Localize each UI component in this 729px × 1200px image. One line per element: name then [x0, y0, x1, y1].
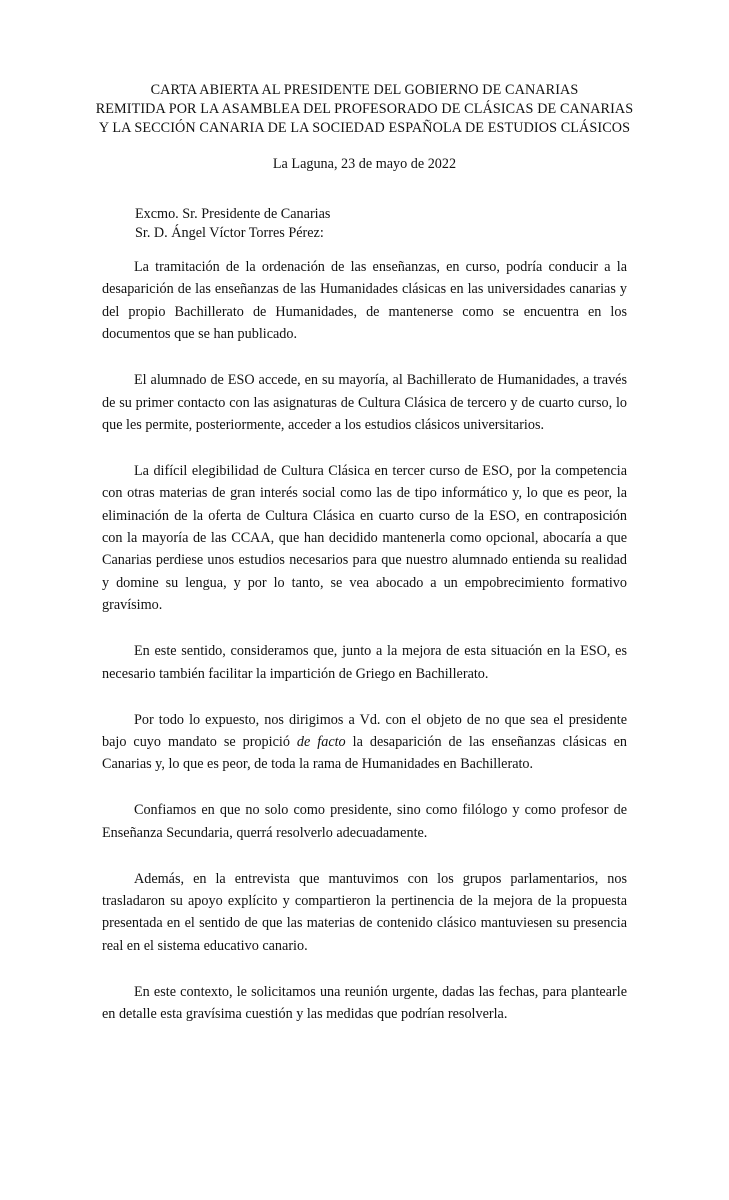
- letter-title: [0, 81, 729, 138]
- letter-date: La Laguna, 23 de mayo de 2022: [272, 156, 457, 172]
- paragraph-7: Además, en la entrevista que mantuvimos con los grupos parlamentarios, nos trasladaron su apoyo explícito y compartieron la pertinencia de la mejora de la propuesta presentada en el sentido de que las materias de contenido clásico mantuviesen su presencia real en el sistema educativo canario.: [102, 870, 627, 954]
- paragraph-5: [102, 709, 627, 776]
- salutation-line-2: Sr. D. Ángel Víctor Torres Pérez:: [135, 225, 324, 241]
- paragraph-8: En este contexto, le solicitamos una reunión urgente, dadas las fechas, para plantearle en detalle esta gravísima cuestión y las medidas que podrían resolverla.: [102, 983, 627, 1023]
- letter-body: [102, 256, 627, 1049]
- salutation: [135, 205, 330, 243]
- title-line-1: CARTA ABIERTA AL PRESIDENTE DEL GOBIERNO DE CANARIAS: [150, 82, 579, 98]
- paragraph-3: La difícil elegibilidad de Cultura Clásica en tercer curso de ESO, por la competencia con otras materias de gran interés social como las de tipo informático y, lo que es peor, la eliminación de la oferta de Cultura Clásica en cuarto curso de la ESO, en contraposición con la mayoría de las CCAA, que han decidido mantenerla como opcional, abocaría a que Canarias perdiese unos estudios necesarios para que nuestro alumnado entienda su realidad y domine su lengua, y por lo tanto, se vea abocado a un empobrecimiento formativo gravísimo.: [102, 462, 627, 614]
- salutation-line-1: Excmo. Sr. Presidente de Canarias: [135, 206, 331, 222]
- paragraph-6: Confiamos en que no solo como presidente, sino como filólogo y como profesor de Enseñanza Secundaria, querrá resolverlo adecuadamente.: [102, 802, 627, 841]
- paragraph-5-text-a: Por todo lo expuesto, nos dirigimos a Vd. con el objeto de no que sea el presidente bajo cuyo mandato se propició: [102, 711, 627, 750]
- title-line-3: Y LA SECCIÓN CANARIA DE LA SOCIEDAD ESPAÑOLA DE ESTUDIOS CLÁSICOS: [98, 120, 631, 136]
- paragraph-1: La tramitación de la ordenación de las enseñanzas, en curso, podría conducir a la desaparición de las enseñanzas de las Humanidades clásicas en las universidades canarias y del propio Bachillerato de Humanidades, de mantenerse como se encuentra en los documentos que se han publicado.: [102, 259, 627, 343]
- title-line-2: REMITIDA POR LA ASAMBLEA DEL PROFESORADO DE CLÁSICAS DE CANARIAS: [95, 101, 634, 117]
- paragraph-4: En este sentido, consideramos que, junto a la mejora de esta situación en la ESO, es necesario también facilitar la impartición de Griego en Bachillerato.: [102, 643, 627, 682]
- paragraph-2: El alumnado de ESO accede, en su mayoría, al Bachillerato de Humanidades, a través de su primer contacto con las asignaturas de Cultura Clásica de tercero y de cuarto curso, lo que les permite, posteriormente, acceder a los estudios clásicos universitarios.: [102, 372, 627, 433]
- paragraph-5-italic: de facto: [296, 733, 346, 750]
- paragraph-5-text-b: la desaparición de las enseñanzas clásicas en Canarias y, lo que es peor, de toda la rama de Humanidades en Bachillerato.: [102, 733, 627, 773]
